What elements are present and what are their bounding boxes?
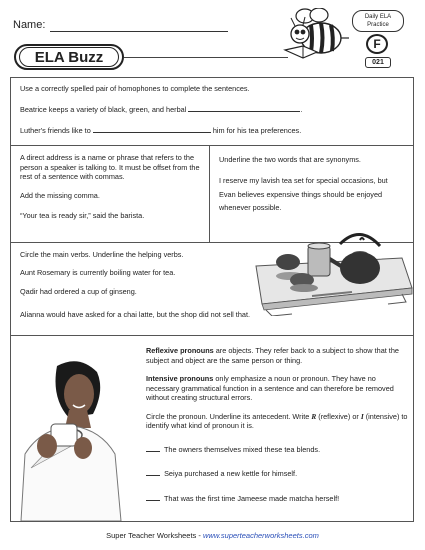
pronoun-item-1-text: The owners themselves mixed these tea blends.	[163, 444, 321, 454]
worksheet-title: ELA Buzz	[19, 47, 119, 67]
name-field[interactable]	[50, 31, 228, 32]
name-label: Name:	[13, 19, 46, 31]
pronoun-item-3-text: That was the first time Jameese made matcha herself!	[163, 493, 340, 503]
badge-letter: F	[366, 34, 388, 54]
answer-blank-1[interactable]	[188, 111, 300, 112]
pronoun-item-1	[146, 445, 408, 455]
verbs-sentence-1: Aunt Rosemary is currently boiling water for tea.	[20, 267, 176, 277]
bee-reading-icon	[283, 8, 353, 64]
direct-address-instruction: Add the missing comma.	[20, 190, 100, 200]
reflexive-letter: R	[311, 411, 317, 421]
instruction-part-a: Circle the pronoun. Underline its antecedent. Write	[146, 411, 312, 421]
reflexive-term: Reflexive pronouns	[146, 346, 214, 355]
intensive-definition	[146, 374, 408, 403]
answer-blank-2[interactable]	[93, 132, 211, 133]
sentence-1-start: Beatrice keeps a variety of black, green, and herbal	[20, 104, 187, 114]
tea-set-image	[252, 226, 414, 316]
badge-line-2: Practice	[367, 22, 389, 28]
badge-label	[352, 10, 404, 32]
header-divider	[124, 57, 288, 58]
verbs-instruction: Circle the main verbs. Underline the helping verbs.	[20, 250, 184, 259]
worksheet-title-badge	[14, 44, 124, 70]
intensive-letter: I	[360, 411, 364, 421]
pronoun-answer-blank-2[interactable]	[146, 475, 160, 476]
pronoun-item-2-text: Seiya purchased a new kettle for himself.	[164, 469, 298, 478]
instruction-part-b: (reflexive) or	[316, 411, 361, 421]
pronouns-instruction	[146, 412, 408, 431]
badge-number: 021	[365, 57, 391, 68]
pronoun-answer-blank-1[interactable]	[146, 451, 160, 452]
direct-address-sentence: “Your tea is ready sir,” said the barista.	[20, 211, 145, 220]
footer-brand: Super Teacher Worksheets -	[106, 531, 203, 540]
verbs-sentence-3: Alianna would have asked for a chai latte, but the shop did not sell that.	[20, 309, 251, 319]
pronouns-text	[146, 346, 408, 503]
pronoun-item-3	[146, 494, 408, 504]
sentence-2-start: Luther's friends like to	[20, 126, 91, 135]
daily-practice-badge	[352, 10, 404, 68]
pronoun-item-2	[146, 469, 408, 479]
instruction-part-c: (intensive) to identify what kind of pronoun it is.	[146, 411, 408, 430]
synonyms-sentence: I reserve my lavish tea set for special occasions, but Evan believes expensive things should be enjoyed whenever possible.	[219, 176, 388, 212]
footer	[0, 531, 425, 540]
verbs-sentence-2: Qadir had ordered a cup of ginseng.	[20, 287, 137, 296]
direct-address-definition: A direct address is a name or phrase that refers to the person a speaker is talking to. It must be offset from the rest of a sentence with commas.	[20, 153, 200, 181]
direct-address-section	[10, 145, 210, 243]
woman-with-mug-image	[11, 358, 129, 521]
homophones-sentence-1	[20, 105, 404, 115]
footer-link[interactable]: www.superteacherworksheets.com	[202, 531, 319, 540]
sentence-1-end: .	[300, 104, 303, 114]
synonyms-instruction: Underline the two words that are synonyms.	[219, 155, 361, 164]
badge-line-1: Daily ELA	[364, 14, 392, 20]
pronoun-answer-blank-3[interactable]	[146, 500, 160, 501]
homophones-sentence-2	[20, 126, 404, 136]
sentence-2-end: him for his tea preferences.	[212, 126, 302, 135]
reflexive-def: are objects. They refer back to a subject to show that the subject and object are the same person or thing.	[146, 346, 399, 365]
reflexive-definition	[146, 346, 408, 365]
homophones-instruction: Use a correctly spelled pair of homophones to complete the sentences.	[20, 84, 250, 93]
intensive-term: Intensive pronouns	[146, 374, 214, 383]
intensive-def: only emphasize a noun or pronoun. They have no necessary grammatical function in a sentence and can therefore be removed without creating structural errors.	[146, 374, 394, 402]
homophones-section	[10, 77, 414, 146]
